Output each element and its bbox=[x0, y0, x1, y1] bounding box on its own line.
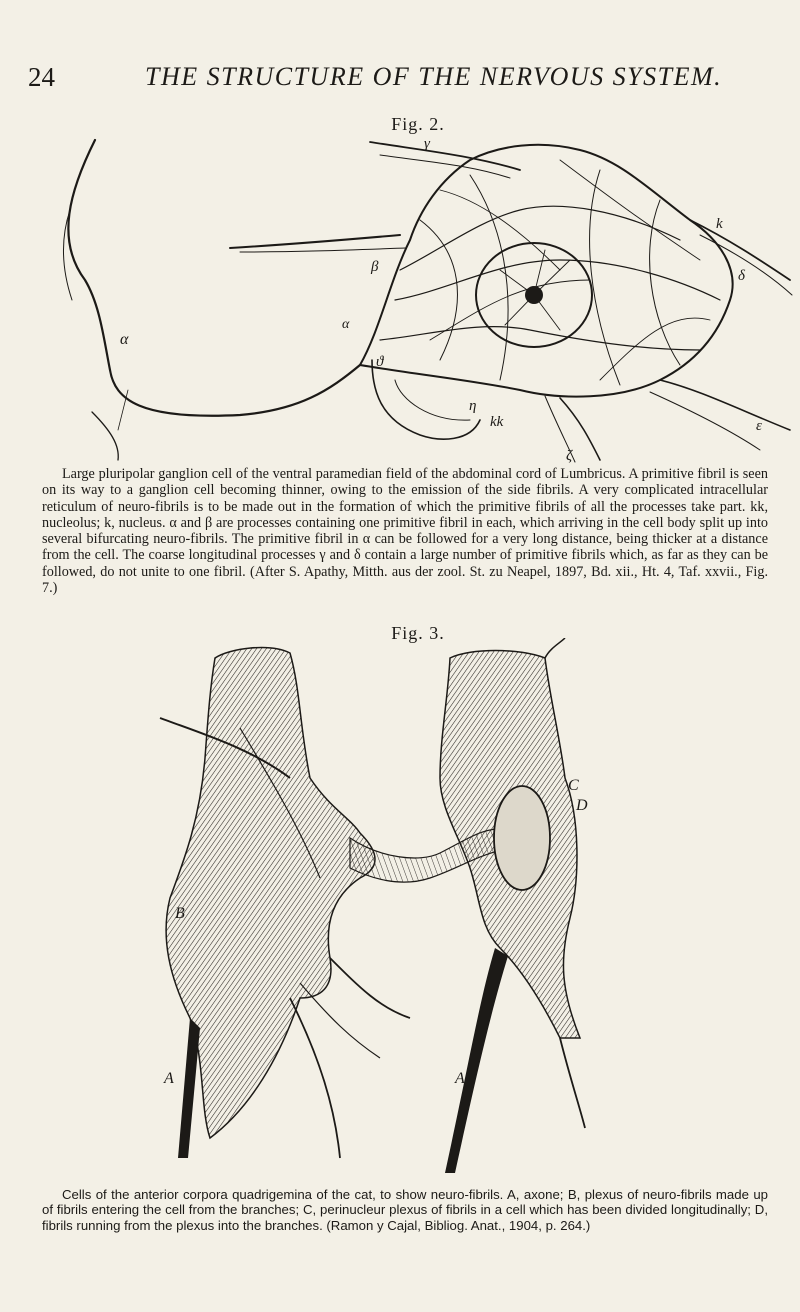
figure-2-title: Fig. 2. bbox=[391, 114, 445, 134]
label-theta: ϑ bbox=[376, 354, 384, 370]
label-A-right: A bbox=[455, 1070, 465, 1087]
label-kk: kk bbox=[490, 414, 504, 430]
label-delta: δ bbox=[738, 268, 745, 284]
label-beta: β bbox=[371, 259, 379, 275]
figure-3-illustration bbox=[0, 638, 800, 1182]
figure-3-caption: Cells of the anterior corpora quadrigemina of the cat, to show neuro-fibrils. A, axone; B, plexus of neuro-fibrils made up of fibrils entering the cell from the branches; C, perinucleur plexus of fibrils in a cell which has been divided longitudinally; D, fibrils running from the plexus into the branches. (Ramon y Cajal, Bibliog. Anat., 1904, p. 264.) bbox=[42, 1187, 768, 1233]
label-k: k bbox=[716, 216, 723, 232]
label-alpha-left: α bbox=[120, 331, 129, 348]
figure-2-illustration bbox=[0, 130, 800, 466]
nucleolus-dot bbox=[525, 286, 543, 304]
label-gamma: γ bbox=[424, 136, 430, 152]
page-number: 24 bbox=[28, 62, 55, 92]
figure-2-caption: Large pluripolar ganglion cell of the ventral paramedian field of the abdominal cord of Lumbricus. A primitive fibril is seen on its way to a ganglion cell becoming thinner, owing to the emission of the side fibrils. A very complicated intracellular reticulum of neuro-fibrils is to be made out in the formation of which the primitive fibrils of all the processes take part. kk, nucleolus; k, nucleus. α and β are processes containing one primitive fibril in each, which arriving in the cell body split up into several bifurcating neuro-fibrils. The primitive fibril in α can be followed for a very long distance, being thicker at a distance from the cell. The coarse longitudinal processes γ and δ contain a large number of primitive fibrils which, as far as they can be followed, do not unite to one fibril. (After S. Apathy, Mitth. aus der zool. St. zu Neapel, 1897, Bd. xii., Ht. 4, Taf. xxvii., Fig. 7.) bbox=[42, 466, 768, 597]
label-eta: η bbox=[469, 398, 477, 414]
label-D: D bbox=[576, 797, 588, 814]
label-epsilon: ε bbox=[756, 418, 762, 434]
running-title: THE STRUCTURE OF THE NERVOUS SYSTEM. bbox=[145, 62, 723, 91]
left-cell bbox=[160, 648, 410, 1158]
right-cell bbox=[440, 638, 585, 1173]
label-B: B bbox=[175, 905, 185, 922]
label-alpha-cell: α bbox=[342, 317, 350, 332]
label-C: C bbox=[568, 777, 579, 794]
label-zeta: ζ bbox=[566, 448, 573, 464]
label-A-left: A bbox=[164, 1070, 174, 1087]
figure-3-title: Fig. 3. bbox=[391, 623, 445, 643]
